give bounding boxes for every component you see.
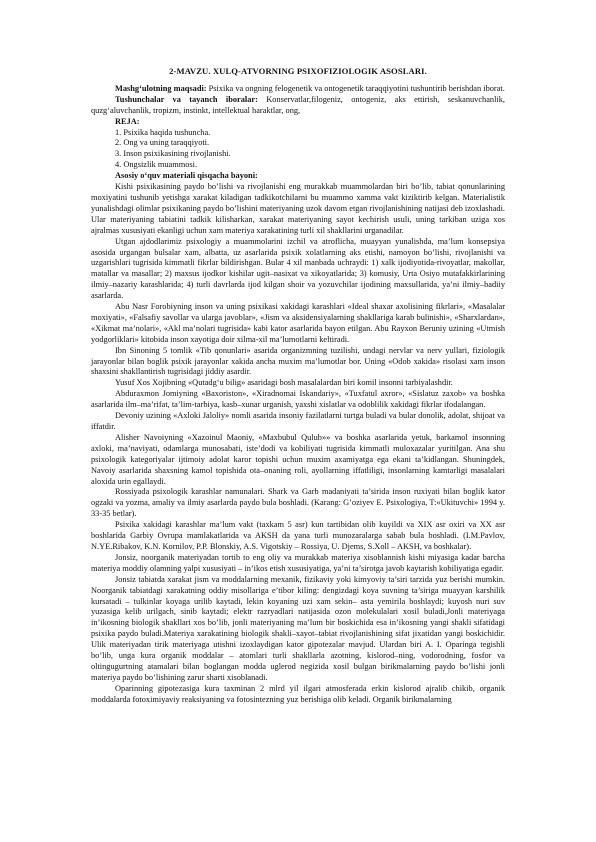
body-paragraph: Oparinning gipotezasiga kura taxminan 2 mlrd yil ilgari atmosferada erkin kislorod ajralib chikib, organik moddalarda fotoximiyaviy reaksiyaning va fotosintezning yuz berishiga olib keladi. Organik birikmalarning xyxy=(91,683,505,704)
plan-item: 1. Psixika haqida tushuncha. xyxy=(115,127,211,137)
plan-item: 4. Ongsizlik muammosi. xyxy=(115,160,198,170)
keywords-paragraph xyxy=(91,95,505,117)
content-heading: Asosiy o‘quv materiali qisqacha bayoni: xyxy=(115,171,258,181)
page-title: 2-MAVZU. XULQ-ATVORNING PSIXOFIZIOLOGIK ASOSLARI. xyxy=(169,66,427,76)
keywords-text: Konservatlar,filogeniz, ontogeniz, aks ettirish, seskanuvchanlik, quzg‘aluvchanlik, tropizm, instinkt, intellektual haraktlar, ong, xyxy=(91,94,505,115)
goal-label: Mashg‘ulotning maqsadi: xyxy=(115,83,207,93)
plan-item: 3. Inson psixikasining rivojlanishi. xyxy=(115,149,231,159)
body-paragraph: Jonsiz tabiatda xarakat jism va moddalarning mexanik, fizikaviy yoki kimyoviy ta’siri tarzida yuz berishi mumkin. Noorganik tabiatdagi xarakatning oddiy misollariga e’tibor kiling: dengizdagi koya suvning ta’siriga muayyan karshilik kursatadi – tulkinlar koyaga urilib kaytadi, lekin koyaning uzi xam sekin– asta yemirila boshlaydi; kuyosh nuri suv yuzasiga kelib urilgach, sinib kaytadi; elektr razryadlari natijasida ozon molekulalari xosil buladi,Jonli materiyaga in’ikosning biologik shakllari xos bo’lib, jonli materiyaning ma’lum bir boskichida esa in’ikosning yangi shakli sifatidagi psixika paydo buladi.Materiya xarakatining biologik shakli–xayot–tabiat rivojlanishining sifat jixatidan yangi boskichidir. Ulik materiyadan tirik materiyaga utishni izoxlaydigan kator gipotezalar mavjud. Ulardan biri A. I. Oparinga tegishli bo’lib, unga kura organik moddalar – atomlari turli shakllarla azotning, kislorod–ning, vodorodning, fosfor va oltingugurtning atamalari bilan boglangan modda uglerod negizida xosil bulgan birikmalarning paydo bo’lishi jonli materiya paydo bo’lishining zarur sharti xisoblanadi. xyxy=(91,574,505,682)
plan-item: 2. Ong va uning taraqqiyoti. xyxy=(115,138,210,148)
body-paragraph: Abu Nasr Forobiyning inson va uning psixikasi xakidagi karashlari «Ideal shaxar axolisining fikrlari», «Masalalar moxiyati», «Falsafiy savollar va ularga javoblar», «Jism va aksidensiyalarning shakllariga karab bulinishi», «Sharxlardan», «Xikmat ma’nolari», «Akl ma’nolari tugrisida» kabi kator asarlarida bayon etilgan. Abu Rayxon Beruniy uzining «Utmish yodgorliklari» kitobida inson xayotiga doir xilma-xil ma’lumotlarni keltiradi. xyxy=(91,302,505,344)
plan-heading: REJA: xyxy=(115,116,140,126)
body-paragraph: Utgan ajdodlarimiz psixologiy a muammolarini izchil va atroflicha, muayyan yunalishda, ma’lum konsepsiya asosida urgangan bulsalar xam, albatta, uz asarlarida psixik xolatlarning aks etishi, namoyon bo’lishi, rivojlanishi va uzgarishlari tugrisida kimmatli fikrlar bildirishgan. Bular 4 xil manbada uchraydi: 1) xalk ijodiyotida-rivoyatlar, makollar, matallar va masallar; 2) maxsus ijodkor kishilar ugit–nasixat va xikoyatlarida; 3) komusiy, Urta Osiyo mutafakkirlarining ilmiy–nazariy karashlarida; 4) turli davrlarda ijod kilgan shoir va yozuvchilar ijodining maxsullarida, ya’ni ilmiy–badiiy asarlarda. xyxy=(91,236,505,301)
body-paragraph: Jonsiz, noorganik materiyadan tortib to eng oliy va murakkab materiya xisoblannish kishi miyasiga kadar barcha materiya moddiy olamning yalpi xususiyati – in’ikos etish xususiyatiga, ya’ni ta’sirotga javob kaytarish kobiliyatiga egadir. xyxy=(91,552,505,573)
body-paragraph: Kishi psixikasining paydo bo’lishi va rivojlanishi eng murakkab muammolardan biri bo’lib, tabiat qonunlarining moxiyatini tushunib yetishga xarakat kiladigan tadkikotchilarni bu muammo xamma vakt kiziktirib kelgan. Materialistik yunalishdagi olimlar psixikaning paydo bo’lishini materiyaning uzok davom etgan rivojlanishining natijasi deb izoxlashadi. Ular materiyaning tabiatini tadkik kilisharkan, xarakat materiyaning sayot kechirish usuli, uning tarkiban uziga xos ajralmas xususiyati ekanligi uchun xam materiya xarakatining turli xil shakllarini urganadilar. xyxy=(91,182,505,235)
keywords-label: Tushunchalar va tayanch iboralar: xyxy=(115,94,258,104)
body-paragraph: Ibn Sinoning 5 tomlik «Tib qonunlari» asarida organizmning tuzilishi, undagi nervlar va nerv yullari, fiziologik jarayonlar bilan boglik psixik jarayonlar xakida ancha muxim ma’lumotlar bor. Uning «Odob xakida» risolasi xam inson shaxsini shakllantirish tugrisidagi jiddiy asardir. xyxy=(91,345,505,377)
body-paragraph: Devoniy uzining «Axloki Jaloliy» nomli asarida insoniy fazilatlarni turtga buladi va bular donolik, adolat, shijoat va iffatdir. xyxy=(91,411,505,431)
body-paragraph: Alisher Navoiyning «Xazoinul Maoniy, «Maxbubul Qulub»» va boshka asarlarida yetuk, barkamol insonning axloki, ma’naviyati, odamlarga munosabati, iste’dodi va kobiliyati tugrisida kimmatli muloxazalar yuritilgan. Ana shu psixologik kategoriyalar ijtimoiy adolat karor topishi uchun muxim axamiyatga ega ekani ta’kidlangan. Shuningdek, Navoiy asarlarida shaxsning kamol topishida ota–onaning roli, ayollarning iffatliligi, insonlarning kamtarligi masalalari aloxida urin egallaydi. xyxy=(91,432,505,486)
goal-paragraph xyxy=(91,84,505,95)
body-paragraph: Yusuf Xos Xojibning «Qutadg‘u bilig» asaridagi bosh masalalardan biri komil insonni tarbiyalashdir. xyxy=(115,378,453,388)
body-paragraph: Abduraxmon Jomiyning «Baxoriston», «Xiradnomai Iskandariy», «Tuxfatul axror», «Sislatuz zaxob» va boshka asarlarida ilm–ma’rifat, ta’lim-tarbiya, kasb–xunar urganish, yaxshi xislatlar va odoblilik xakidagi fikrlar ifodalangan. xyxy=(91,389,505,410)
body-paragraph: Rossiyada psixologik karashlar namunalari. Shark va Garb madaniyati ta’sirida inson ruxiyati bilan boglik kator ogzaki va yozma, amaliy va ilmiy asarlarda paydo bula boshladi. (Karang: G’oziyev E. Psixologiya, T:«Ukituvchi» 1994 y. 33-35 betlar). xyxy=(91,487,505,519)
body-paragraph: Psixika xakidagi karashlar ma’lum vakt (taxkam 5 asr) kun tartibidan olib kuyildi va XIX asr oxiri va XX asr boshlarida Garbiy Ovrupa mamlakatlarida va AKSH da yana turli munozaralarga sabab bula boshladi. (I.M.Pavlov, N.YE.Ribakov, K.N. Kornilov, P.P. Blonskiy, A.S. Vigotskiy – Rossiya, U. Djems, S.Xoll – AKSH, va boshkalar). xyxy=(91,520,505,551)
goal-text: Psixika va ongning felogenetik va ontogenetik taraqqiyotini tushuntirib berishdan iborat. xyxy=(206,83,505,93)
